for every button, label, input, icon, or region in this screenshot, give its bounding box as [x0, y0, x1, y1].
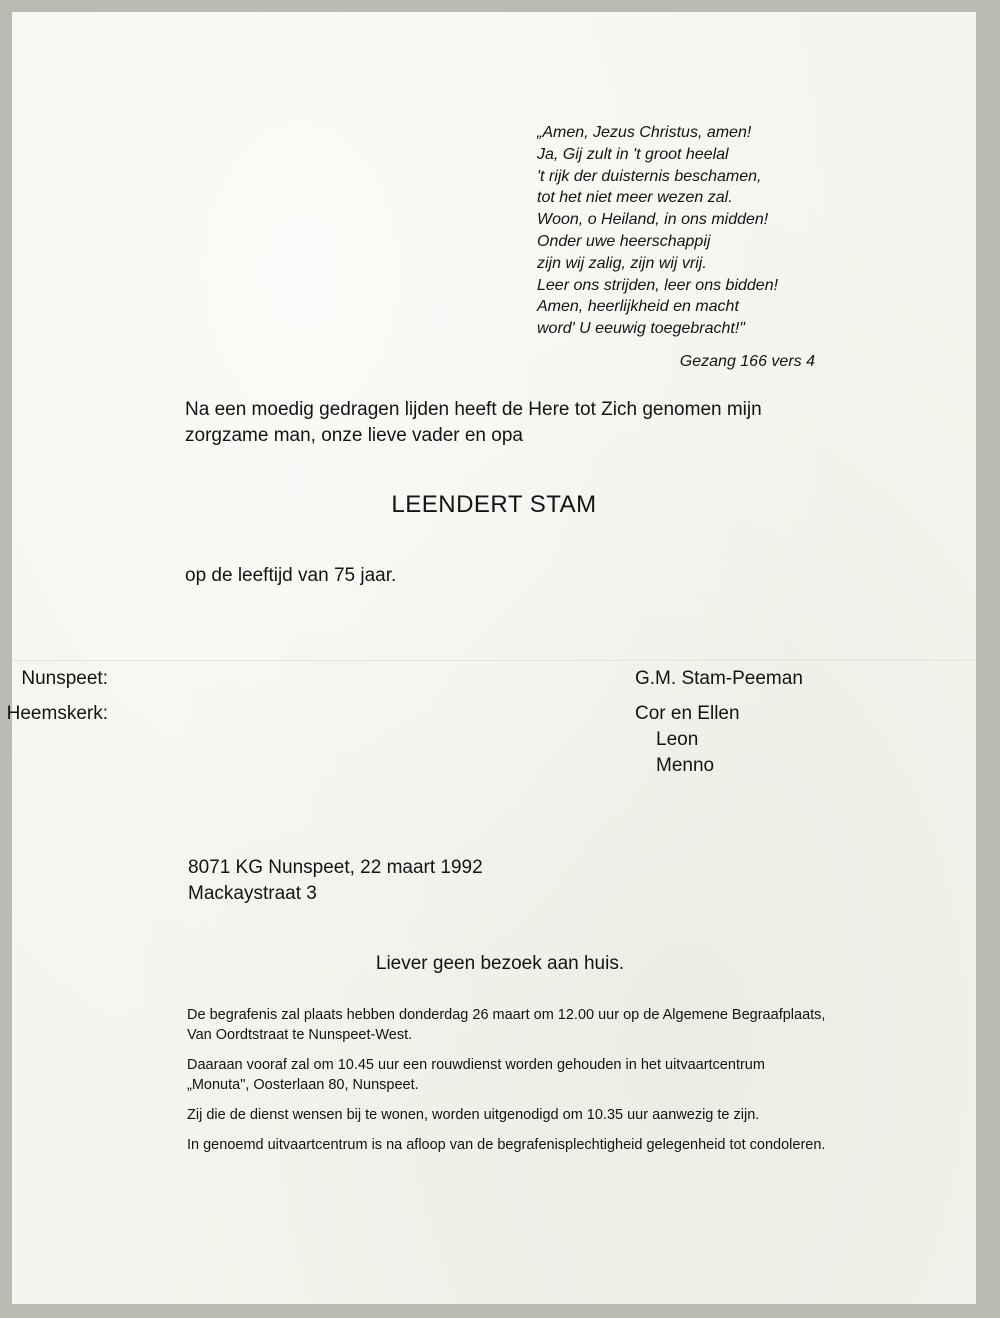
funeral-card [6, 12, 976, 1304]
address-line: 8071 KG Nunspeet, 22 maart 1992 [188, 857, 483, 878]
verse-line: „Amen, Jezus Christus, amen! [537, 124, 752, 141]
age-statement: op de leeftijd van 75 jaar. [185, 565, 397, 586]
announcement-intro [185, 397, 845, 449]
verse-line: Woon, o Heiland, in ons midden! [537, 211, 769, 229]
hymn-verse [537, 122, 837, 340]
grandchild-name: Menno [656, 755, 715, 776]
verse-line: zijn wij zalig, zijn wij vrij. [537, 254, 707, 272]
verse-line: 't rijk der duisternis beschamen, [537, 167, 762, 185]
verse-line: Onder uwe heerschappij [537, 232, 711, 250]
verse-line: Ja, Gij zult in 't groot heelal [537, 145, 729, 163]
deceased-name: LEENDERT STAM [391, 491, 597, 518]
hymn-source: Gezang 166 vers 4 [679, 353, 815, 370]
address-block [188, 855, 483, 907]
notice-paragraph: In genoemd uitvaartcentrum is na afloop van de begrafenisplechtigheid gelegenheid tot condoleren. [187, 1137, 826, 1153]
notice-paragraph: De begrafenis zal plaats hebben donderdag 26 maart om 12.00 uur op de Algemene Begraafplaats, Van Oordtstraat te Nunspeet-West. [187, 1007, 826, 1043]
fold-line [12, 660, 976, 662]
notice-paragraph: Daaraan vooraf zal om 10.45 uur een rouwdienst worden gehouden in het uitvaartcentrum „Monuta", Oosterlaan 80, Nunspeet. [187, 1057, 765, 1093]
family-names: G.M. Stam-Peeman [635, 668, 803, 689]
verse-line: Leer ons strijden, leer ons bidden! [537, 276, 779, 294]
verse-line: word' U eeuwig toegebracht!" [537, 320, 745, 338]
funeral-notices [187, 1005, 827, 1165]
visit-note: Liever geen bezoek aan huis. [375, 953, 625, 974]
address-line: Mackaystraat 3 [188, 883, 317, 904]
verse-line: tot het niet meer wezen zal. [537, 189, 733, 207]
intro-line: zorgzame man, onze lieve vader en opa [185, 425, 523, 446]
family-names: Cor en Ellen [635, 703, 740, 724]
verse-line: Amen, heerlijkheid en macht [537, 298, 739, 316]
notice-paragraph: Zij die de dienst wensen bij te wonen, worden uitgenodigd om 10.35 uur aanwezig te zijn. [187, 1107, 760, 1123]
grandchild-name: Leon [656, 729, 699, 750]
family-place: Nunspeet: [21, 668, 108, 689]
intro-line: Na een moedig gedragen lijden heeft de Here tot Zich genomen mijn [185, 399, 762, 420]
family-place: Heemskerk: [6, 703, 108, 724]
